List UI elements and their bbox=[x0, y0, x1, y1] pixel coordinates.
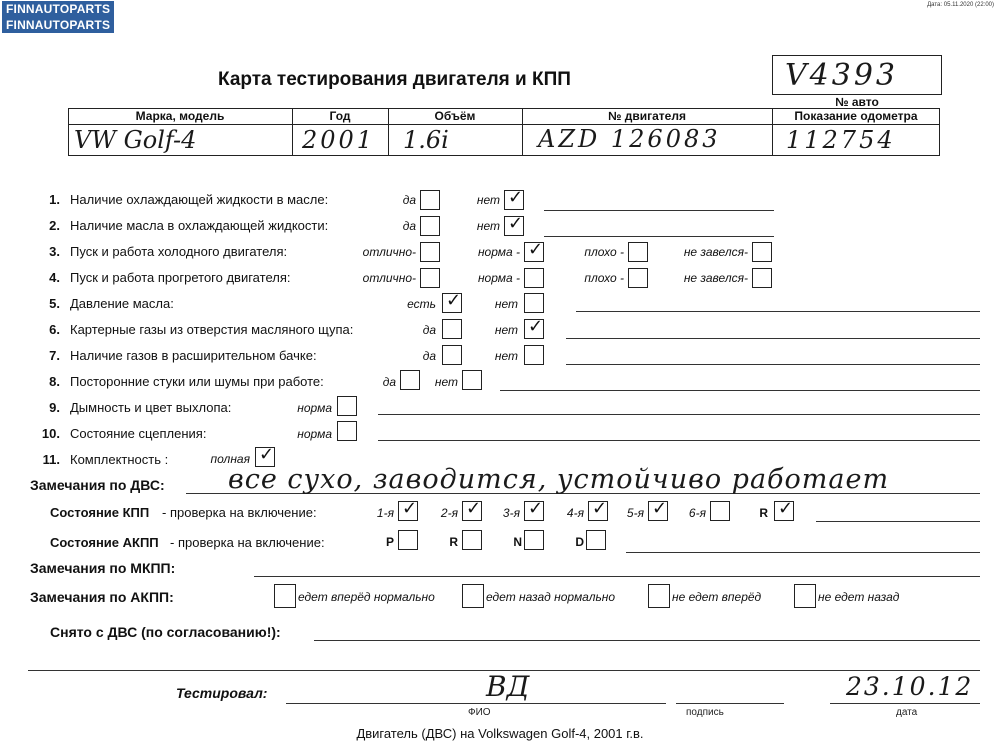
option-label: полная bbox=[210, 452, 250, 466]
checkbox-yes[interactable] bbox=[442, 290, 462, 313]
akpp-remarks-label: Замечания по АКПП: bbox=[30, 589, 174, 605]
gear-3-checkbox[interactable] bbox=[524, 498, 544, 521]
dvs-remarks-value: все сухо, заводится, устойчиво работает bbox=[228, 464, 890, 495]
item-number: 7. bbox=[49, 348, 60, 363]
value-model: VW Golf-4 bbox=[74, 126, 197, 154]
checkbox-normal[interactable] bbox=[337, 421, 357, 441]
checkbox-yes[interactable] bbox=[442, 319, 462, 339]
check-mark: ✓ bbox=[528, 498, 544, 519]
option-label: отлично- bbox=[362, 271, 416, 285]
header-col-odometer: Показание одометра bbox=[794, 109, 918, 123]
watermark-logo-top: FINNAUTOPARTS bbox=[2, 1, 114, 17]
option-label: нет bbox=[434, 375, 458, 389]
item-number: 4. bbox=[49, 270, 60, 285]
option-label: плохо - bbox=[584, 245, 624, 259]
check-mark: ✓ bbox=[446, 290, 462, 311]
gear-label: 1-я bbox=[376, 506, 394, 520]
gear-1-checkbox[interactable] bbox=[398, 498, 418, 521]
option-label: нет bbox=[494, 323, 518, 337]
checkbox-normal[interactable] bbox=[337, 396, 357, 416]
gear-label: N bbox=[513, 535, 522, 549]
item-number: 1. bbox=[49, 192, 60, 207]
value-year: 2001 bbox=[302, 126, 376, 154]
akpp-no-forward-checkbox[interactable] bbox=[648, 584, 670, 608]
test-date-value: 23.10.12 bbox=[846, 672, 974, 701]
gear-label: R bbox=[759, 506, 768, 520]
image-caption: Двигатель (ДВС) на Volkswagen Golf-4, 2001 г.в. bbox=[356, 726, 644, 741]
item-label: Пуск и работа прогретого двигателя: bbox=[70, 270, 291, 285]
value-volume: 1.6i bbox=[403, 126, 449, 154]
option-label: нет bbox=[494, 297, 518, 311]
option-label: норма - bbox=[477, 271, 520, 285]
item-number: 8. bbox=[49, 374, 60, 389]
header-table bbox=[68, 108, 940, 156]
checkbox-excellent[interactable] bbox=[420, 242, 440, 262]
option-label: да bbox=[422, 323, 436, 337]
checkbox-yes[interactable] bbox=[400, 370, 420, 390]
option-label: да bbox=[402, 219, 416, 233]
check-mark: ✓ bbox=[592, 498, 608, 519]
kpp-label: Состояние КПП bbox=[50, 505, 150, 520]
item-number: 10. bbox=[41, 426, 60, 441]
kpp-comment-line bbox=[816, 521, 980, 522]
checkbox-yes[interactable] bbox=[442, 345, 462, 365]
tester-name-line bbox=[286, 703, 666, 704]
akpp-reverse-normal-checkbox[interactable] bbox=[462, 584, 484, 608]
option-label: да bbox=[402, 193, 416, 207]
watermark-logo-bottom: FINNAUTOPARTS bbox=[2, 17, 114, 33]
gear-d-checkbox[interactable] bbox=[586, 530, 606, 550]
item-label: Наличие газов в расширительном бачке: bbox=[70, 348, 317, 363]
item-label: Комплектность : bbox=[70, 452, 169, 467]
removed-line bbox=[314, 640, 980, 641]
check-mark: ✓ bbox=[259, 444, 275, 465]
item-label: Дымность и цвет выхлопа: bbox=[70, 400, 232, 415]
check-mark: ✓ bbox=[466, 498, 482, 519]
gear-r-checkbox[interactable] bbox=[774, 498, 794, 521]
gear-5-checkbox[interactable] bbox=[648, 498, 668, 521]
option-label: не завелся- bbox=[683, 271, 748, 285]
removed-label: Снято с ДВС (по согласованию!): bbox=[50, 624, 281, 640]
option-label: да bbox=[382, 375, 396, 389]
gear-4-checkbox[interactable] bbox=[588, 498, 608, 521]
gear-label: 3-я bbox=[502, 506, 520, 520]
item-number: 9. bbox=[49, 400, 60, 415]
checkbox-no[interactable] bbox=[504, 187, 524, 210]
item-label: Давление масла: bbox=[70, 296, 174, 311]
gear-label: P bbox=[385, 535, 394, 549]
fio-caption: ФИО bbox=[468, 707, 491, 718]
item-number: 2. bbox=[49, 218, 60, 233]
kpp-suffix: - проверка на включение: bbox=[162, 505, 317, 520]
auto-number-label: № авто bbox=[835, 95, 879, 109]
value-odometer: 112754 bbox=[786, 126, 896, 154]
item-label: Посторонние стуки или шумы при работе: bbox=[70, 374, 324, 389]
option-label: отлично- bbox=[362, 245, 416, 259]
gear-p-checkbox[interactable] bbox=[398, 530, 418, 550]
mkpp-remarks-line bbox=[254, 576, 980, 577]
checkbox-normal[interactable] bbox=[524, 239, 544, 262]
comment-line bbox=[566, 364, 980, 365]
tested-label: Тестировал: bbox=[176, 685, 268, 701]
date-stamp: Дата: 05.11.2020 (22:00) bbox=[927, 2, 994, 8]
gear-2-checkbox[interactable] bbox=[462, 498, 482, 521]
checkbox-no-start[interactable] bbox=[752, 268, 772, 288]
header-col-year: Год bbox=[329, 109, 351, 123]
akpp-no-reverse-checkbox[interactable] bbox=[794, 584, 816, 608]
signature-line bbox=[676, 703, 784, 704]
option-label: норма - bbox=[477, 245, 520, 259]
check-mark: ✓ bbox=[528, 239, 544, 260]
comment-line bbox=[500, 390, 980, 391]
option-label: нет bbox=[494, 349, 518, 363]
comment-line bbox=[378, 440, 980, 441]
gear-label: 2-я bbox=[440, 506, 458, 520]
checkbox-excellent[interactable] bbox=[420, 268, 440, 288]
check-mark: ✓ bbox=[402, 498, 418, 519]
checkbox-no[interactable] bbox=[504, 213, 524, 236]
checkbox-no[interactable] bbox=[462, 370, 482, 390]
header-col-volume: Объём bbox=[434, 109, 476, 123]
auto-number-value: V4393 bbox=[785, 58, 899, 93]
tester-name-value: ВД bbox=[486, 670, 530, 703]
akpp-forward-normal-checkbox[interactable] bbox=[274, 584, 296, 608]
comment-line bbox=[544, 236, 774, 237]
header-col-engine-number: № двигателя bbox=[608, 109, 686, 123]
checkbox-no[interactable] bbox=[524, 293, 544, 313]
akpp-comment-line bbox=[626, 552, 980, 553]
page-title: Карта тестирования двигателя и КПП bbox=[218, 69, 571, 90]
check-mark: ✓ bbox=[528, 316, 544, 337]
item-number: 11. bbox=[42, 452, 60, 467]
check-mark: ✓ bbox=[652, 498, 668, 519]
checkbox-no[interactable] bbox=[524, 345, 544, 365]
gear-label: 5-я bbox=[626, 506, 644, 520]
comment-line bbox=[576, 311, 980, 312]
item-number: 5. bbox=[49, 296, 60, 311]
value-engine-number: AZD 126083 bbox=[538, 125, 721, 153]
item-label: Картерные газы из отверстия масляного щупа: bbox=[70, 322, 354, 337]
option-label: норма bbox=[297, 427, 332, 441]
gear-n-checkbox[interactable] bbox=[524, 530, 544, 550]
item-number: 3. bbox=[49, 244, 60, 259]
dvs-remarks-label: Замечания по ДВС: bbox=[30, 477, 165, 493]
date-caption: дата bbox=[896, 707, 918, 718]
check-mark: ✓ bbox=[778, 498, 794, 519]
option-label: есть bbox=[407, 297, 436, 311]
comment-line bbox=[544, 210, 774, 211]
item-number: 6. bbox=[49, 322, 60, 337]
checkbox-yes[interactable] bbox=[420, 216, 440, 236]
item-label: Пуск и работа холодного двигателя: bbox=[70, 244, 288, 259]
checkbox-bad[interactable] bbox=[628, 268, 648, 288]
checkbox-no[interactable] bbox=[524, 316, 544, 339]
gear-r-checkbox[interactable] bbox=[462, 530, 482, 550]
item-label: Состояние сцепления: bbox=[70, 426, 207, 441]
option-label: норма bbox=[297, 401, 332, 415]
option-label: не завелся- bbox=[683, 245, 748, 259]
auto-number-box bbox=[772, 55, 942, 95]
option-label: плохо - bbox=[584, 271, 624, 285]
option-label: да bbox=[422, 349, 436, 363]
option-label: нет bbox=[476, 219, 500, 233]
option-label: не едет назад bbox=[818, 590, 900, 604]
gear-label: 4-я bbox=[566, 506, 584, 520]
checkbox-normal[interactable] bbox=[524, 268, 544, 288]
item-label: Наличие охлаждающей жидкости в масле: bbox=[70, 192, 329, 207]
option-label: не едет вперёд bbox=[672, 590, 762, 604]
signature-caption: подпись bbox=[686, 707, 724, 718]
option-label: нет bbox=[476, 193, 500, 207]
checkbox-yes[interactable] bbox=[420, 190, 440, 210]
item-label: Наличие масла в охлаждающей жидкости: bbox=[70, 218, 329, 233]
checkbox-no-start[interactable] bbox=[752, 242, 772, 262]
akpp-suffix: - проверка на включение: bbox=[170, 535, 325, 550]
checkbox-bad[interactable] bbox=[628, 242, 648, 262]
comment-line bbox=[378, 414, 980, 415]
option-label: едет вперёд нормально bbox=[298, 590, 435, 604]
gear-6-checkbox[interactable] bbox=[710, 501, 730, 521]
gear-label: R bbox=[449, 535, 458, 549]
check-mark: ✓ bbox=[508, 187, 524, 208]
date-line bbox=[830, 703, 980, 704]
gear-label: D bbox=[575, 535, 584, 549]
check-mark: ✓ bbox=[508, 213, 524, 234]
gear-label: 6-я bbox=[688, 506, 706, 520]
comment-line bbox=[566, 338, 980, 339]
mkpp-remarks-label: Замечания по МКПП: bbox=[30, 560, 176, 576]
akpp-label: Состояние АКПП bbox=[50, 535, 159, 550]
option-label: едет назад нормально bbox=[486, 590, 616, 604]
header-col-model: Марка, модель bbox=[135, 109, 225, 123]
